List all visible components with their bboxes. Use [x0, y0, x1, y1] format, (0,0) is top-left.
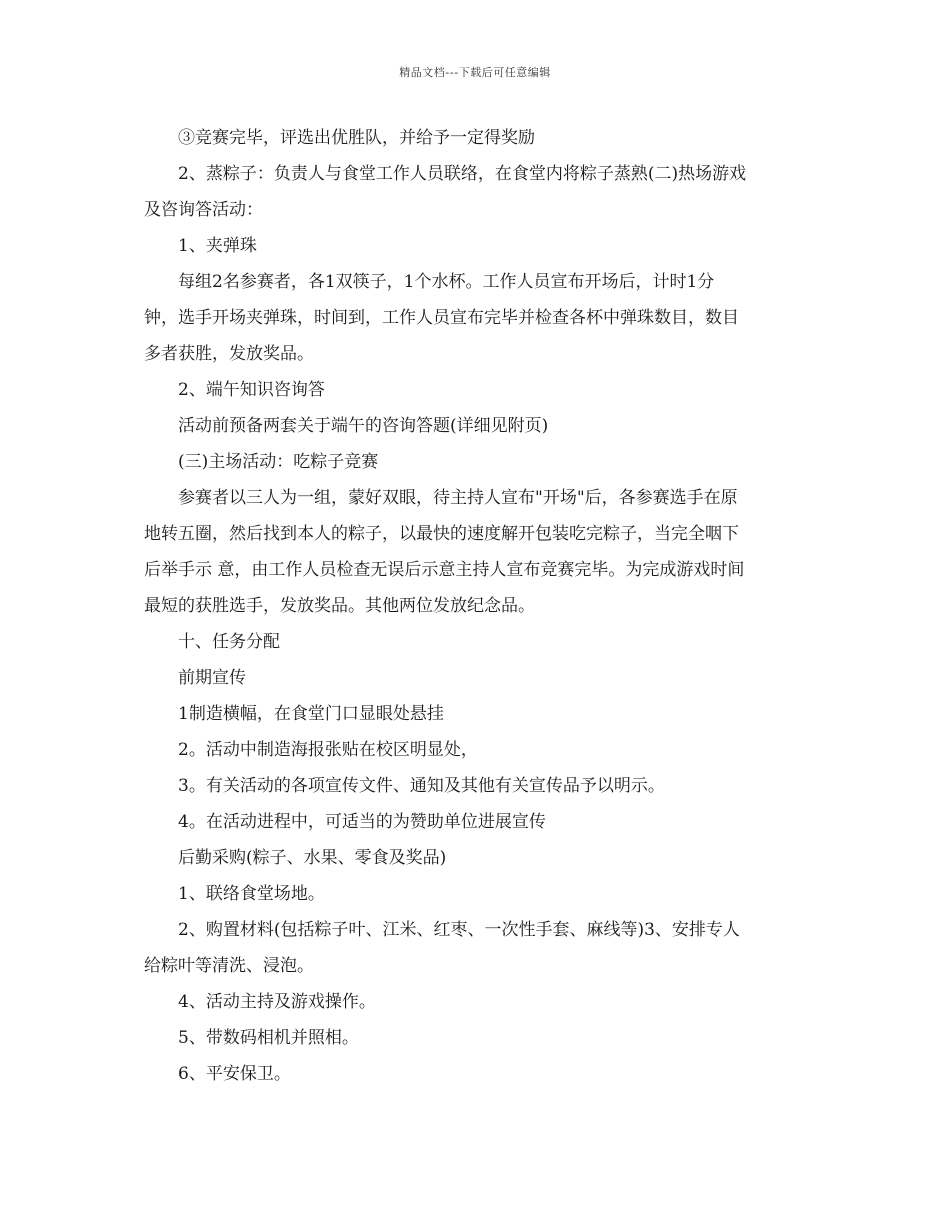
text-line: 给粽叶等清洗、浸泡。 [144, 956, 314, 976]
paragraph [144, 732, 806, 768]
paragraph [144, 444, 806, 480]
text-line: 5、带数码相机并照相。 [178, 1028, 359, 1048]
paragraph [144, 408, 806, 444]
text-line: 2、端午知识咨询答 [178, 380, 325, 400]
paragraph [144, 984, 806, 1020]
text-line: 2、蒸粽子：负责人与食堂工作人员联络，在食堂内将粽子蒸熟(二)热场游戏 [178, 164, 747, 184]
text-line: 6、平安保卫。 [178, 1064, 291, 1084]
text-line: 1制造横幅，在食堂门口显眼处悬挂 [178, 704, 444, 724]
text-line: 地转五圈，然后找到本人的粽子，以最快的速度解开包装吃完粽子，当完全咽下 [144, 524, 739, 544]
text-line: 每组2名参赛者，各1双筷子，1个水杯。工作人员宣布开场后，计时1分 [178, 272, 715, 292]
paragraph [144, 264, 806, 372]
paragraph [144, 696, 806, 732]
paragraph [144, 768, 806, 804]
paragraph [144, 228, 806, 264]
text-line: (三)主场活动：吃粽子竞赛 [178, 452, 379, 472]
paragraph [144, 912, 806, 984]
text-line: 十、任务分配 [178, 632, 280, 652]
text-line: 2、购置材料(包括粽子叶、江米、红枣、一次性手套、麻线等)3、安排专人 [178, 920, 740, 940]
document-body [144, 120, 806, 1092]
paragraph [144, 1056, 806, 1092]
text-line: 活动前预备两套关于端午的咨询答题(详细见附页) [178, 416, 549, 436]
text-line: ③竞赛完毕，评选出优胜队，并给予一定得奖励 [178, 128, 535, 148]
paragraph [144, 876, 806, 912]
text-line: 后举手示 意，由工作人员检查无误后示意主持人宣布竞赛完毕。为完成游戏时间 [144, 560, 745, 580]
paragraph [144, 120, 806, 156]
page-header: 精品文档---下载后可任意编辑 [399, 66, 551, 79]
text-line: 3。有关活动的各项宣传文件、通知及其他有关宣传品予以明示。 [178, 776, 665, 796]
text-line: 4、活动主持及游戏操作。 [178, 992, 376, 1012]
text-line: 2。活动中制造海报张贴在校区明显处， [178, 740, 478, 760]
paragraph [144, 480, 806, 624]
text-line: 多者获胜，发放奖品。 [144, 344, 314, 364]
paragraph [144, 1020, 806, 1056]
text-line: 前期宣传 [178, 668, 246, 688]
paragraph [144, 624, 806, 660]
text-line: 钟，选手开场夹弹珠，时间到，工作人员宣布完毕并检查各杯中弹珠数目，数目 [144, 308, 739, 328]
paragraph [144, 660, 806, 696]
text-line: 1、联络食堂场地。 [178, 884, 325, 904]
text-line: 最短的获胜选手，发放奖品。其他两位发放纪念品。 [144, 596, 535, 616]
text-line: 参赛者以三人为一组，蒙好双眼，待主持人宣布"开场"后，各参赛选手在原 [178, 488, 738, 508]
text-line: 1、夹弹珠 [178, 236, 257, 256]
paragraph [144, 156, 806, 228]
paragraph [144, 372, 806, 408]
text-line: 后勤采购(粽子、水果、零食及奖品) [178, 848, 447, 868]
paragraph [144, 804, 806, 840]
text-line: 4。在活动进程中，可适当的为赞助单位进展宣传 [178, 812, 546, 832]
text-line: 及咨询答活动： [144, 200, 263, 220]
paragraph [144, 840, 806, 876]
